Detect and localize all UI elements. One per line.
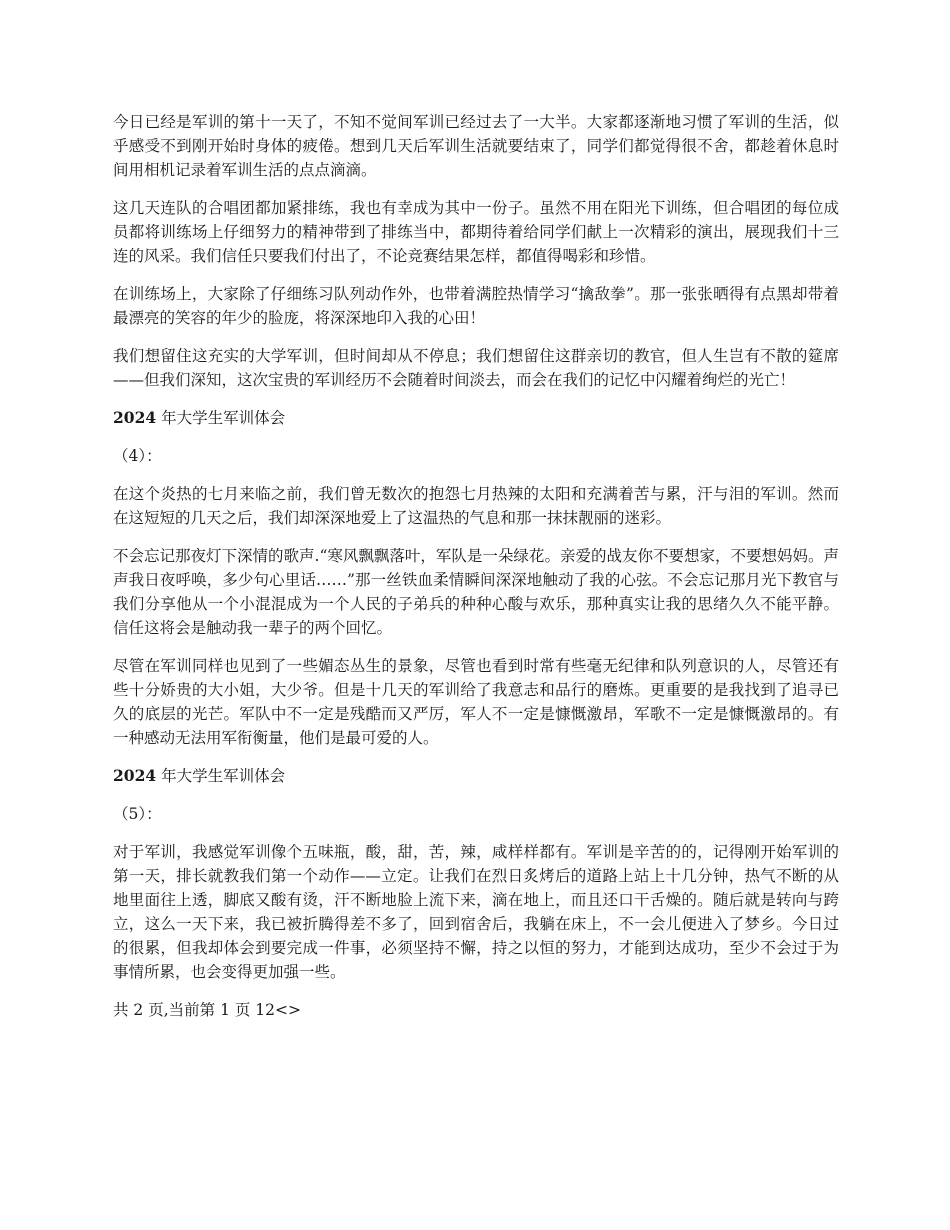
heading-title: 年大学生军训体会 xyxy=(161,409,286,427)
paragraph: 对于军训，我感觉军训像个五味瓶，酸，甜，苦，辣，咸样样都有。军训是辛苦的的，记得刚开始军训的第一天，排长就教我们第一个动作——立定。让我们在烈日炙烤后的道路上站上十几分钟，热气不断的从地里面往上透，脚底又酸有烫，汗不断地脸上流下来，滴在地上，而且还口干舌燥的。随后就是转向与跨立，这么一天下来，我已被折腾得差不多了，回到宿舍后，我躺在床上，不一会儿便进入了梦乡。今日过的很累，但我却体会到要完成一件事，必须坚持不懈，持之以恒的努力，才能到达成功，至少不会过于为事情所累，也会变得更加强一些。 xyxy=(113,843,839,981)
paragraph: 在这个炎热的七月来临之前，我们曾无数次的抱怨七月热辣的太阳和充满着苦与累，汗与泪的军训。然而在这短短的几天之后，我们却深深地爱上了这温热的气息和那一抹抹靓丽的迷彩。 xyxy=(113,485,839,527)
paragraph: 我们想留住这充实的大学军训，但时间却从不停息；我们想留住这群亲切的教官，但人生岂有不散的筵席——但我们深知，这次宝贵的军训经历不会随着时间淡去，而会在我们的记忆中闪耀着绚烂的光亡！ xyxy=(113,347,839,389)
document-page xyxy=(113,110,839,1022)
paragraph: 尽管在军训同样也见到了一些媚态丛生的景象，尽管也看到时常有些毫无纪律和队列意识的人，尽管还有些十分娇贵的大小姐，大少爷。但是十几天的军训给了我意志和品行的磨炼。更重要的是我找到了追寻已久的底层的光芒。军队中不一定是残酷而又严厉，军人不一定是慷慨激昂，军歌不一定是慷慨激昂的。有一种感动无法用军衔衡量，他们是最可爱的人。 xyxy=(113,657,839,747)
paragraph: 今日已经是军训的第十一天了，不知不觉间军训已经过去了一大半。大家都逐渐地习惯了军训的生活，似乎感受不到刚开始时身体的疲倦。想到几天后军训生活就要结束了，同学们都觉得很不舍，都趁着休息时间用相机记录着军训生活的点点滴滴。 xyxy=(113,113,839,179)
paragraph: 在训练场上，大家除了仔细练习队列动作外，也带着满腔热情学习“擒敌拳”。那一张张晒得有点黑却带着最漂亮的笑容的年少的脸庞，将深深地印入我的心田！ xyxy=(113,285,839,327)
section-heading xyxy=(113,406,839,430)
page-navigation[interactable]: 共 2 页,当前第 1 页 12<> xyxy=(113,1001,301,1019)
heading-year: 2024 xyxy=(113,408,157,427)
section-number: （4）： xyxy=(113,447,162,465)
heading-title: 年大学生军训体会 xyxy=(161,767,286,785)
paragraph: 这几天连队的合唱团都加紧排练，我也有幸成为其中一份子。虽然不用在阳光下训练，但合唱团的每位成员都将训练场上仔细努力的精神带到了排练当中，都期待着给同学们献上一次精彩的演出，展现我们十三连的风采。我们信任只要我们付出了，不论竞赛结果怎样，都值得喝彩和珍惜。 xyxy=(113,199,839,265)
section-number: （5）： xyxy=(113,805,162,823)
paragraph: 不会忘记那夜灯下深情的歌声.“寒风飘飘落叶，军队是一朵绿花。亲爱的战友你不要想家，不要想妈妈。声声我日夜呼唤，多少句心里话……”那一丝铁血柔情瞬间深深地触动了我的心弦。不会忘记那月光下教官与我们分享他从一个小混混成为一个人民的子弟兵的种种心酸与欢乐，那种真实让我的思绪久久不能平静。信任这将会是触动我一辈子的两个回忆。 xyxy=(113,547,839,637)
heading-year: 2024 xyxy=(113,766,157,785)
section-heading xyxy=(113,764,839,788)
